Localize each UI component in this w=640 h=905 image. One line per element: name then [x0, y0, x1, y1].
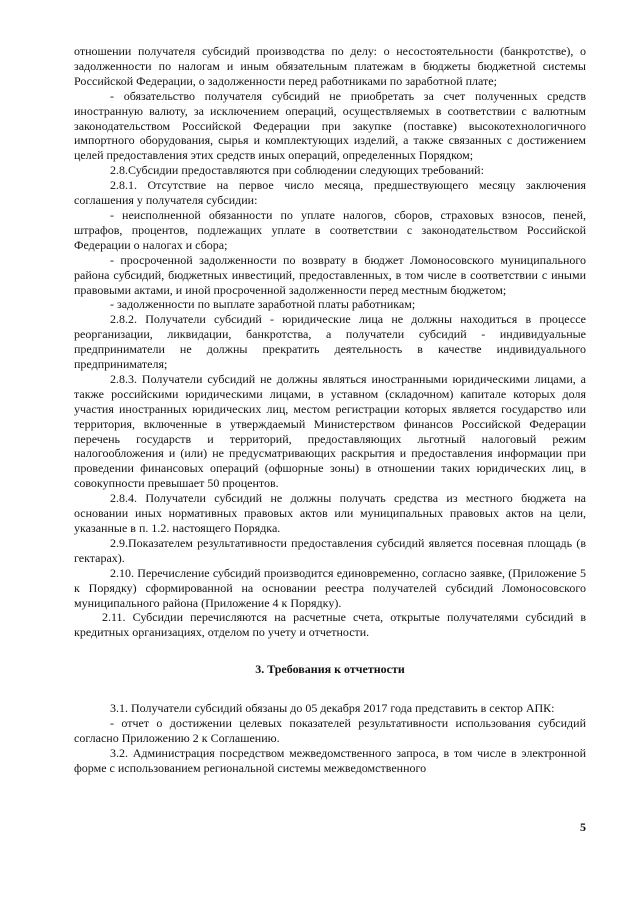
paragraph-2-8: 2.8.Субсидии предоставляются при соблюдении следующих требований: [110, 163, 484, 178]
paragraph-2-8-2: 2.8.2. Получатели субсидий - юридические лица не должны находиться в процессе реорганизации, ликвидации, банкротства, а получатели субсидий - индивидуальные предприниматели не должны прекратить деятельность в качестве индивидуального предпринимателя; [74, 312, 586, 372]
paragraph-currency-obligation: - обязательство получателя субсидий не приобретать за счет полученных средств иностранную валюту, за исключением операций, осуществляемых в соответствии с валютным законодательством Российской Федерации при закупке (поставке) высокотехнологичного импортного оборудования, сырья и комплектующих изделий, а также связанных с достижением целей предоставления этих средств иных операций, определенных Порядком; [74, 88, 586, 163]
paragraph-2-8-3: 2.8.3. Получатели субсидий не должны являться иностранными юридическими лицами, а также российскими юридическими лицами, в уставном (складочном) капитале которых доля участия иностранных юридических лиц, местом регистрации которых является государство или территория, включенные в утверждаемый Министерством финансов Российской Федерации перечень государств и территорий, предоставляющих льготный налоговый режим налогообложения и (или) не предусматривающих раскрытия и предоставления информации при проведении финансовых операций (офшорные зоны) в отношении таких юридических лиц, в совокупности превышает 50 процентов. [74, 371, 586, 491]
paragraph-2-8-4: 2.8.4. Получатели субсидий не должны получать средства из местного бюджета на основании иных нормативных правовых актов или муниципальных правовых актов на цели, указанные в п. 1.2. настоящего Порядка. [74, 491, 586, 535]
paragraph-2-10: 2.10. Перечисление субсидий производится единовременно, согласно заявке, (Приложение 5 к Порядку) сформированной на основании реестра получателей субсидий Ломоносовского муниципального района (Приложение 4 к Порядку). [74, 565, 586, 610]
paragraph-2-8-1: 2.8.1. Отсутствие на первое число месяца, предшествующего месяцу заключения соглашения у получателя субсидии: [74, 178, 586, 208]
paragraph-report-item: - отчет о достижении целевых показателей результативности использования субсидий согласно Приложению 2 к Соглашению. [74, 716, 586, 745]
page-body [74, 44, 586, 776]
paragraph-wage-arrears: - задолженности по выплате заработной платы работникам; [110, 297, 416, 312]
section-heading: 3. Требования к отчетности [255, 662, 405, 677]
paragraph-2-9: 2.9.Показателем результативности предоставления субсидий является посевная площадь (в гектарах). [74, 535, 586, 565]
paragraph-3-1: 3.1. Получатели субсидий обязаны до 05 декабря 2017 года представить в сектор АПК: [110, 701, 555, 716]
paragraph-overdue-debt: - просроченной задолженности по возврату в бюджет Ломоносовского муниципального района субсидий, бюджетных инвестиций, предоставленных, в том числе в соответствии с иными правовыми актами, и иной просроченной задолженности перед местным бюджетом; [74, 252, 586, 297]
page-number: 5 [580, 820, 586, 834]
paragraph-3-2: 3.2. Администрация посредством межведомственного запроса, в том числе в электронной форме с использованием региональной системы межведомственного [74, 745, 586, 775]
paragraph-tax-arrears: - неисполненной обязанности по уплате налогов, сборов, страховых взносов, пеней, штрафов, процентов, подлежащих уплате в соответствии с законодательством Российской Федерации о налогах и сбора; [74, 207, 586, 252]
paragraph-2-11: 2.11. Субсидии перечисляются на расчетные счета, открытые получателями субсидий в кредитных организациях, отделом по учету и отчетности. [74, 610, 586, 640]
paragraph-insolvency-continuation: отношении получателя субсидий производства по делу: о несостоятельности (банкротстве), о задолженности по налогам и иным обязательным платежам в бюджеты бюджетной системы Российской Федерации, о задолженности перед работниками по заработной плате; [74, 44, 586, 88]
